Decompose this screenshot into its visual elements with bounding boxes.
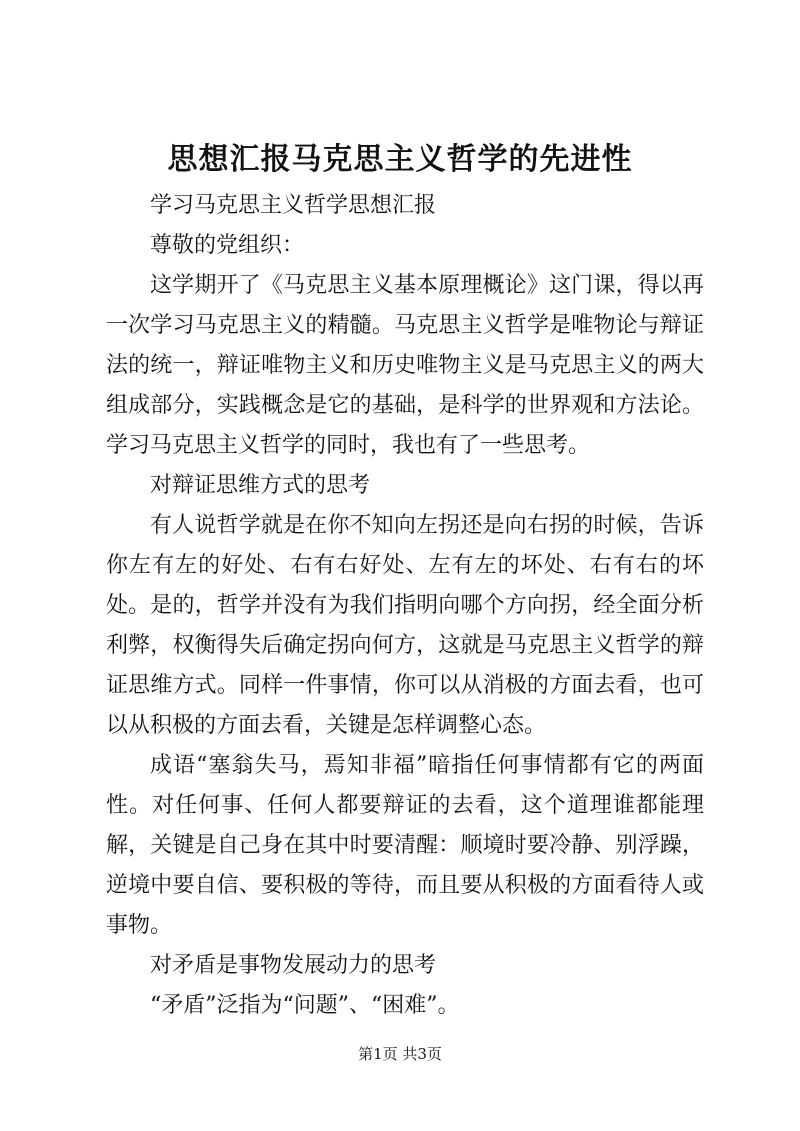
section-heading-dialectical-thinking: 对辩证思维方式的思考 xyxy=(150,473,371,498)
document-body xyxy=(106,186,704,1026)
section-heading-contradiction: 对矛盾是事物发展动力的思考 xyxy=(150,953,437,978)
paragraph-contradiction: “矛盾”泛指为“问题”、“困难”。 xyxy=(150,993,460,1018)
paragraph-idiom: 成语“塞翁失马，焉知非福”暗指任何事情都有它的两面性。对任何事、任何人都要辩证的去看，这个道理谁都能理解，关键是自己身在其中时要清醒：顺境时要冷静、别浮躁，逆境中要自信、要积极的等待，而且要从积极的方面看待人或事物。 xyxy=(106,753,704,938)
paragraph-dialectical-thinking: 有人说哲学就是在你不知向左拐还是向右拐的时候，告诉你左有左的好处、右有右好处、左有左的坏处、右有右的坏处。是的，哲学并没有为我们指明向哪个方向拐，经全面分析利弊，权衡得失后确定拐向何方，这就是马克思主义哲学的辩证思维方式。同样一件事情，你可以从消极的方面去看，也可以从积极的方面去看，关键是怎样调整心态。 xyxy=(106,513,704,738)
paragraph-subtitle: 学习马克思主义哲学思想汇报 xyxy=(150,193,437,218)
document-title: 思想汇报马克思主义哲学的先进性 xyxy=(167,142,633,177)
paragraph-salutation: 尊敬的党组织： xyxy=(150,233,305,258)
paragraph-intro: 这学期开了《马克思主义基本原理概论》这门课，得以再一次学习马克思主义的精髓。马克思主义哲学是唯物论与辩证法的统一，辩证唯物主义和历史唯物主义是马克思主义的两大组成部分，实践概念是它的基础，是科学的世界观和方法论。学习马克思主义哲学的同时，我也有了一些思考。 xyxy=(106,273,704,458)
page-number-footer: 第1页 共3页 xyxy=(358,1045,442,1063)
